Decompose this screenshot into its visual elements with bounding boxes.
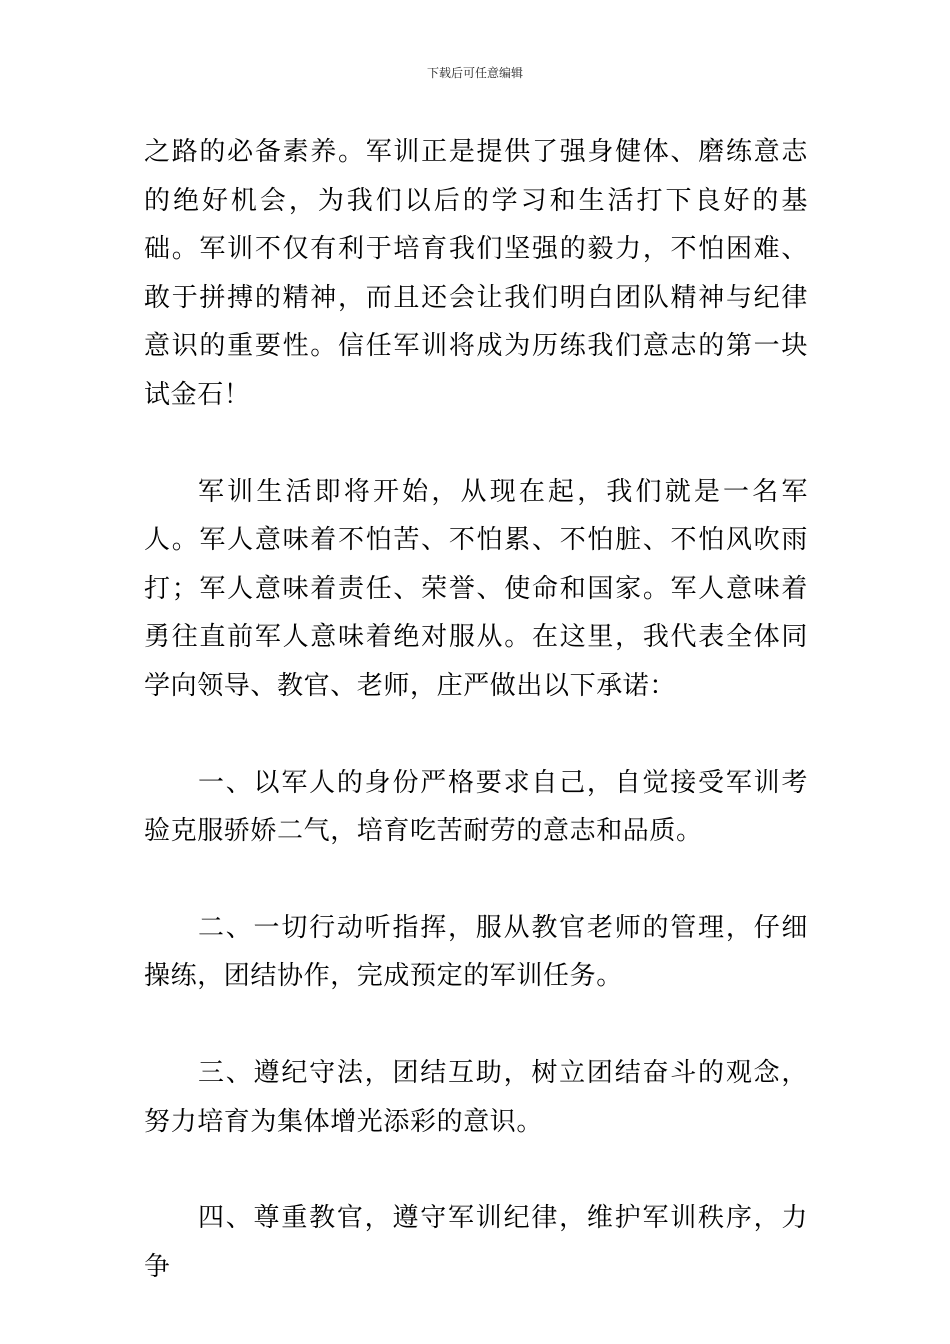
paragraph-continuation: 之路的必备素养。军训正是提供了强身健体、磨练意志的绝好机会，为我们以后的学习和生活打下良好的基础。军训不仅有利于培育我们坚强的毅力，不怕困难、敢于拼搏的精神，而且还会让我们明白团队精神与纪律意识的重要性。信任军训将成为历练我们意志的第一块试金石！ [144, 137, 808, 410]
paragraph-promise-1: 一、以军人的身份严格要求自己，自觉接受军训考验克服骄娇二气，培育吃苦耐劳的意志和品质。 [144, 767, 808, 847]
paragraph-promise-3: 三、遵纪守法，团结互助，树立团结奋斗的观念，努力培育为集体增光添彩的意识。 [144, 1057, 808, 1137]
paragraph-spacer [144, 711, 808, 759]
paragraph-spacer [144, 1146, 808, 1194]
document-body [144, 128, 808, 1291]
page-header: 下载后可任意编辑 [426, 66, 523, 80]
paragraph-spacer [144, 1001, 808, 1049]
paragraph-promise-2: 二、一切行动听指挥，服从教官老师的管理，仔细操练，团结协作，完成预定的军训任务。 [144, 912, 808, 992]
paragraph-spacer [144, 856, 808, 904]
paragraph-spacer [144, 420, 808, 468]
paragraph-military-life: 军训生活即将开始，从现在起，我们就是一名军人。军人意味着不怕苦、不怕累、不怕脏、不怕风吹雨打；军人意味着责任、荣誉、使命和国家。军人意味着勇往直前军人意味着绝对服从。在这里，我代表全体同学向领导、教官、老师，庄严做出以下承诺： [144, 476, 808, 701]
paragraph-promise-4: 四、尊重教官，遵守军训纪律，维护军训秩序，力争 [144, 1203, 808, 1282]
